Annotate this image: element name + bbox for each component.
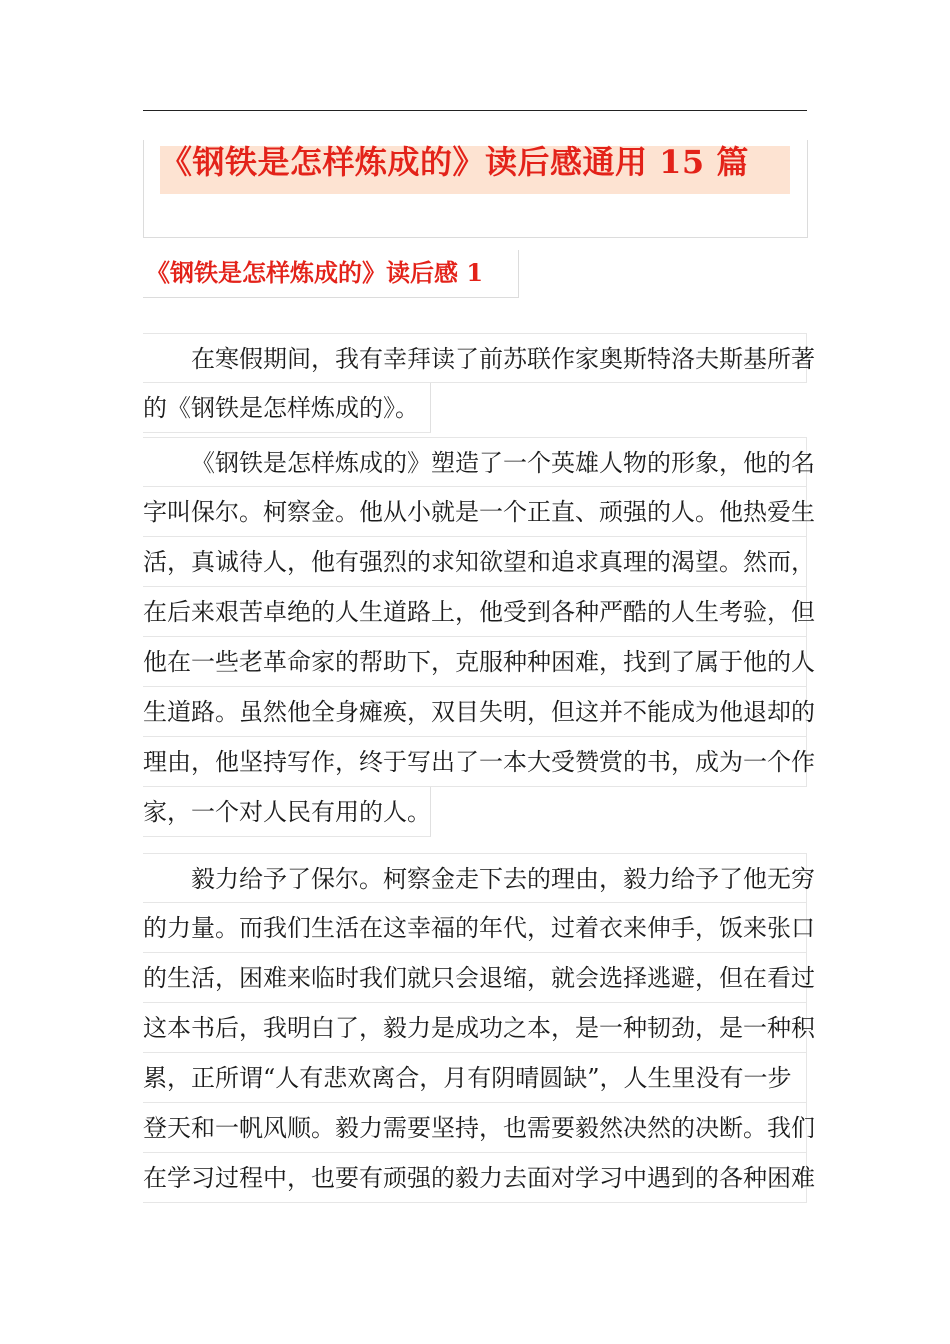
paragraph-3 [143, 853, 815, 1203]
paragraph-line: 这本书后，我明白了，毅力是成功之本，是一种韧劲，是一种积 [143, 1003, 807, 1053]
paragraph-line: 理由，他坚持写作，终于写出了一本大受赞赏的书，成为一个作 [143, 737, 807, 787]
paragraph-line: 的生活，困难来临时我们就只会退缩，就会选择逃避，但在看过 [143, 953, 807, 1003]
header-rule [143, 110, 807, 111]
paragraph-line: 的《钢铁是怎样炼成的》。 [143, 383, 431, 433]
paragraph-line: 的力量。而我们生活在这幸福的年代，过着衣来伸手，饭来张口 [143, 903, 807, 953]
paragraph-line: 在学习过程中，也要有顽强的毅力去面对学习中遇到的各种困难 [143, 1153, 807, 1203]
paragraph-line: 家，一个对人民有用的人。 [143, 787, 431, 837]
section-heading: 《钢铁是怎样炼成的》读后感 1 [146, 258, 484, 287]
document-title: 《钢铁是怎样炼成的》读后感通用 15 篇 [160, 143, 749, 181]
paragraph-line: 《钢铁是怎样炼成的》塑造了一个英雄人物的形象，他的名 [143, 437, 807, 487]
paragraph-2 [143, 437, 815, 837]
paragraph-1 [143, 333, 815, 433]
paragraph-line: 生道路。虽然他全身瘫痪，双目失明，但这并不能成为他退却的 [143, 687, 807, 737]
paragraph-line: 毅力给予了保尔。柯察金走下去的理由，毅力给予了他无穷 [143, 853, 807, 903]
paragraph-line: 字叫保尔。柯察金。他从小就是一个正直、顽强的人。他热爱生 [143, 487, 807, 537]
paragraph-line: 登天和一帆风顺。毅力需要坚持，也需要毅然决然的决断。我们 [143, 1103, 807, 1153]
paragraph-line: 他在一些老革命家的帮助下，克服种种困难，找到了属于他的人 [143, 637, 807, 687]
paragraph-line: 累，正所谓“人有悲欢离合，月有阴晴圆缺”，人生里没有一步 [143, 1053, 807, 1103]
paragraph-line: 活，真诚待人，他有强烈的求知欲望和追求真理的渴望。然而， [143, 537, 807, 587]
paragraph-line: 在后来艰苦卓绝的人生道路上，他受到各种严酷的人生考验，但 [143, 587, 807, 637]
paragraph-line: 在寒假期间，我有幸拜读了前苏联作家奥斯特洛夫斯基所著 [143, 333, 807, 383]
